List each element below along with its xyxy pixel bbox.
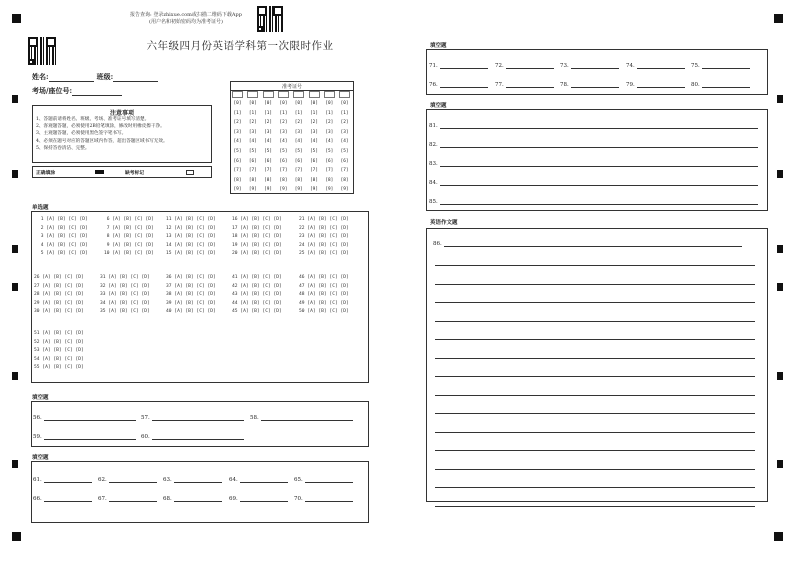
- fill-box-61-70: [31, 461, 369, 523]
- q-number: 86.: [433, 241, 442, 247]
- class-blank: [113, 75, 158, 82]
- essay-writing-line[interactable]: [435, 358, 755, 359]
- exam-number-bubble[interactable]: [5]: [294, 148, 303, 154]
- q-number: 76.: [429, 82, 438, 88]
- exam-number-bubble[interactable]: [5]: [279, 148, 288, 154]
- exam-number-bubble[interactable]: [3]: [325, 129, 334, 135]
- student-qr-code: [28, 37, 56, 65]
- q-number: 71.: [429, 63, 438, 69]
- exam-number-bubble[interactable]: [2]: [248, 120, 257, 126]
- fill-example-box: [32, 166, 212, 178]
- registration-mark-top-right: [774, 14, 783, 23]
- q-number: 68.: [163, 496, 172, 502]
- q-number: 77.: [495, 82, 504, 88]
- exam-number-bubble[interactable]: [8]: [310, 177, 318, 183]
- exam-number-bubble[interactable]: [9]: [310, 187, 318, 193]
- exam-number-bubble[interactable]: [5]: [325, 148, 334, 154]
- mc-group[interactable]: 51 [A] [B] [C] [D] 52 [A] [B] [C] [D] 53 [A] [B] [C] [D] 54 [A] [B] [C] [D] 55 [A] [B] [C] [D]: [34, 331, 84, 370]
- q-number: 80.: [691, 82, 700, 88]
- exam-number-bubble[interactable]: [9]: [340, 187, 349, 193]
- answer-73[interactable]: [560, 62, 619, 69]
- q-number: 62.: [98, 477, 107, 483]
- answer-line: [637, 62, 685, 69]
- answer-line: [44, 433, 136, 440]
- mc-group[interactable]: 46 [A] [B] [C] [D] 47 [A] [B] [C] [D] 48 [A] [B] [C] [D] 49 [A] [B] [C] [D] 50 [A] [B] [C] [D]: [299, 275, 349, 314]
- timing-mark: [777, 245, 783, 253]
- answer-line: [44, 495, 92, 502]
- exam-number-bubble[interactable]: [2]: [310, 120, 318, 126]
- q-number: 56.: [33, 415, 42, 421]
- absent-mark-checkbox[interactable]: [186, 170, 194, 175]
- answer-line: [109, 495, 157, 502]
- exam-number-bubble[interactable]: [3]: [310, 129, 318, 135]
- essay-writing-line[interactable]: [435, 432, 755, 433]
- answer-line: [174, 476, 222, 483]
- name-label: 姓名:: [32, 72, 49, 81]
- answer-61[interactable]: [33, 476, 92, 483]
- answer-72[interactable]: [495, 62, 554, 69]
- answer-line: [506, 62, 554, 69]
- essay-writing-line[interactable]: [435, 413, 755, 414]
- exam-number-write-cell[interactable]: [278, 91, 289, 98]
- fill-box-71-80: [426, 49, 768, 95]
- exam-number-write-cell[interactable]: [324, 91, 335, 98]
- q-number: 81.: [429, 123, 438, 129]
- correct-fill-label: 正确填涂: [36, 170, 56, 176]
- exam-number-bubble[interactable]: [8]: [325, 177, 334, 183]
- answer-line: [440, 160, 758, 167]
- exam-number-bubble[interactable]: [0]: [248, 101, 257, 106]
- exam-number-bubble[interactable]: [8]: [248, 177, 257, 183]
- exam-number-bubble[interactable]: [7]: [310, 168, 318, 174]
- timing-mark: [12, 245, 18, 253]
- mc-group[interactable]: 1 [A] [B] [C] [D] 2 [A] [B] [C] [D] 3 [A] [B] [C] [D] 4 [A] [B] [C] [D] 5 [A] [B] [C] [D]: [40, 217, 88, 256]
- exam-number-write-cell[interactable]: [263, 91, 274, 98]
- q-number: 85.: [429, 199, 438, 205]
- answer-82[interactable]: [429, 141, 758, 148]
- page-title: 六年级四月份英语学科第一次限时作业: [146, 40, 334, 52]
- exam-number-bubble[interactable]: [1]: [325, 110, 334, 116]
- registration-mark-top-left: [12, 14, 21, 23]
- exam-number-bubble[interactable]: [5]: [340, 148, 349, 154]
- exam-number-box: [230, 81, 354, 194]
- exam-number-bubble[interactable]: [9]: [233, 187, 242, 193]
- q-number: 65.: [294, 477, 303, 483]
- answer-line: [440, 198, 758, 205]
- exam-number-bubble[interactable]: [5]: [264, 148, 273, 154]
- answer-line: [305, 495, 353, 502]
- exam-number-write-cell[interactable]: [339, 91, 350, 98]
- answer-71[interactable]: [429, 62, 488, 69]
- answer-77[interactable]: [495, 81, 554, 88]
- exam-number-bubble[interactable]: [6]: [294, 158, 303, 164]
- exam-number-bubble[interactable]: [6]: [248, 158, 257, 164]
- exam-number-bubble[interactable]: [9]: [325, 187, 334, 193]
- exam-number-bubble[interactable]: [4]: [248, 139, 257, 145]
- exam-number-bubble[interactable]: [6]: [264, 158, 273, 164]
- exam-number-bubble[interactable]: [2]: [233, 120, 242, 126]
- exam-number-bubble[interactable]: [7]: [294, 168, 303, 174]
- q-number: 58.: [250, 415, 259, 421]
- single-choice-box: [31, 211, 369, 383]
- answer-line: [702, 62, 750, 69]
- answer-line: [702, 81, 750, 88]
- exam-number-bubble[interactable]: [8]: [264, 177, 273, 183]
- exam-number-bubble[interactable]: [8]: [340, 177, 349, 183]
- q-number: 70.: [294, 496, 303, 502]
- exam-number-bubble[interactable]: [1]: [279, 110, 288, 116]
- exam-number-bubble[interactable]: [4]: [233, 139, 242, 145]
- exam-number-bubble[interactable]: [2]: [264, 120, 273, 126]
- answer-line: [240, 495, 288, 502]
- answer-66[interactable]: [33, 495, 92, 502]
- exam-number-bubble-column[interactable]: [247, 99, 258, 195]
- fill-section-title: 填空题: [32, 395, 49, 401]
- answer-line: [440, 122, 758, 129]
- notice-item: 3、主观题答题，必须使用黑色签字笔书写。: [36, 131, 127, 137]
- q-number: 63.: [163, 477, 172, 483]
- exam-number-bubble[interactable]: [0]: [340, 101, 349, 106]
- answer-58[interactable]: [250, 414, 353, 421]
- download-qr-code: [257, 6, 283, 32]
- timing-mark: [12, 460, 18, 468]
- notice-list: [36, 116, 168, 152]
- timing-mark: [777, 283, 783, 291]
- answer-84[interactable]: [429, 179, 758, 186]
- exam-number-bubble[interactable]: [9]: [264, 187, 273, 193]
- essay-writing-line[interactable]: [435, 302, 755, 303]
- answer-74[interactable]: [626, 62, 685, 69]
- exam-number-bubble[interactable]: [3]: [233, 129, 242, 135]
- mc-group[interactable]: 36 [A] [B] [C] [D] 37 [A] [B] [C] [D] 38 [A] [B] [C] [D] 39 [A] [B] [C] [D] 40 [A] [B] [C] [D]: [166, 275, 216, 314]
- answer-56[interactable]: [33, 414, 136, 421]
- mc-group[interactable]: 16 [A] [B] [C] [D] 17 [A] [B] [C] [D] 18 [A] [B] [C] [D] 19 [A] [B] [C] [D] 20 [A] [B] [C] [D]: [232, 217, 282, 256]
- exam-number-bubble[interactable]: [0]: [233, 101, 242, 106]
- answer-line: [305, 476, 353, 483]
- answer-line: [440, 81, 488, 88]
- q-number: 59.: [33, 434, 42, 440]
- q-number: 82.: [429, 142, 438, 148]
- exam-number-bubble[interactable]: [3]: [264, 129, 273, 135]
- answer-78[interactable]: [560, 81, 619, 88]
- timing-mark: [777, 460, 783, 468]
- answer-57[interactable]: [141, 414, 244, 421]
- exam-number-bubble[interactable]: [6]: [325, 158, 334, 164]
- answer-line: [152, 414, 244, 421]
- answer-line: [240, 476, 288, 483]
- timing-mark: [12, 283, 18, 291]
- answer-line: [440, 179, 758, 186]
- answer-70[interactable]: [294, 495, 353, 502]
- answer-line: [261, 414, 353, 421]
- exam-number-bubble[interactable]: [1]: [248, 110, 257, 116]
- exam-number-bubble[interactable]: [8]: [279, 177, 288, 183]
- notice-item: 2、客观题答题，必须使用2B铅笔填涂，修改时用橡皮擦干净。: [36, 124, 165, 130]
- exam-number-bubble[interactable]: [4]: [310, 139, 318, 145]
- seat-label: 考场/座位号:: [32, 86, 73, 95]
- timing-mark: [777, 95, 783, 103]
- exam-number-bubble[interactable]: [1]: [233, 110, 242, 116]
- exam-number-bubble[interactable]: [0]: [310, 101, 318, 106]
- mc-group[interactable]: 41 [A] [B] [C] [D] 42 [A] [B] [C] [D] 43 [A] [B] [C] [D] 44 [A] [B] [C] [D] 45 [A] [B] [C] [D]: [232, 275, 282, 314]
- exam-number-bubble[interactable]: [0]: [264, 101, 273, 106]
- exam-number-bubble[interactable]: [3]: [340, 129, 349, 135]
- exam-number-write-cell[interactable]: [293, 91, 304, 98]
- essay-box[interactable]: [426, 228, 768, 502]
- fill-box-81-85: [426, 109, 768, 211]
- q-number: 64.: [229, 477, 238, 483]
- notice-item: 5、保持答卷清洁、完整。: [36, 145, 90, 151]
- exam-number-bubble[interactable]: [5]: [248, 148, 257, 154]
- exam-number-bubble[interactable]: [1]: [340, 110, 349, 116]
- q-number: 78.: [560, 82, 569, 88]
- q-number: 84.: [429, 180, 438, 186]
- answer-69[interactable]: [229, 495, 288, 502]
- exam-number-bubble[interactable]: [5]: [233, 148, 242, 154]
- exam-number-bubble[interactable]: [5]: [310, 148, 318, 154]
- q-number: 74.: [626, 63, 635, 69]
- exam-number-bubble[interactable]: [3]: [248, 129, 257, 135]
- exam-number-bubble[interactable]: [4]: [294, 139, 303, 145]
- fill-section-title: 填空题: [430, 43, 447, 49]
- single-choice-title: 单选题: [32, 205, 49, 211]
- fill-section-title: 填空题: [32, 455, 49, 461]
- q-number: 61.: [33, 477, 42, 483]
- exam-number-bubble[interactable]: [1]: [310, 110, 318, 116]
- answer-62[interactable]: [98, 476, 157, 483]
- name-blank: [49, 75, 94, 82]
- exam-number-bubble-column[interactable]: [293, 99, 304, 195]
- exam-number-bubble[interactable]: [0]: [325, 101, 334, 106]
- exam-number-bubble-column[interactable]: [278, 99, 289, 195]
- mc-group[interactable]: 31 [A] [B] [C] [D] 32 [A] [B] [C] [D] 33 [A] [B] [C] [D] 34 [A] [B] [C] [D] 35 [A] [B] [C] [D]: [100, 275, 150, 314]
- exam-number-bubble-column[interactable]: [339, 99, 350, 195]
- timing-mark: [777, 170, 783, 178]
- q-number: 79.: [626, 82, 635, 88]
- mc-group[interactable]: 21 [A] [B] [C] [D] 22 [A] [B] [C] [D] 23 [A] [B] [C] [D] 24 [A] [B] [C] [D] 25 [A] [B] [C] [D]: [299, 217, 349, 256]
- mc-group[interactable]: 6 [A] [B] [C] [D] 7 [A] [B] [C] [D] 8 [A] [B] [C] [D] 9 [A] [B] [C] [D] 10 [A] [B] [C] [D]: [104, 217, 154, 256]
- answer-63[interactable]: [163, 476, 222, 483]
- exam-number-bubble[interactable]: [7]: [248, 168, 257, 174]
- exam-number-bubble[interactable]: [3]: [294, 129, 303, 135]
- q-number: 73.: [560, 63, 569, 69]
- answer-line: [44, 414, 136, 421]
- exam-number-bubble[interactable]: [6]: [310, 158, 318, 164]
- essay-writing-line[interactable]: [435, 450, 755, 451]
- q-number: 72.: [495, 63, 504, 69]
- timing-mark: [12, 170, 18, 178]
- notice-item: 4、必须在题号对应的答题区域内作答，超出答题区域书写无效。: [36, 138, 168, 144]
- exam-number-bubble[interactable]: [8]: [233, 177, 242, 183]
- exam-number-bubble[interactable]: [3]: [279, 129, 288, 135]
- essay-writing-line[interactable]: [435, 339, 755, 340]
- fill-box-56-60: [31, 401, 369, 447]
- exam-number-bubble[interactable]: [9]: [279, 187, 288, 193]
- answer-59[interactable]: [33, 433, 136, 440]
- exam-number-bubble[interactable]: [7]: [340, 168, 349, 174]
- exam-number-write-cell[interactable]: [247, 91, 258, 98]
- class-label: 班级:: [96, 72, 114, 81]
- essay-writing-line[interactable]: [435, 284, 755, 285]
- answer-65[interactable]: [294, 476, 353, 483]
- q-number: 57.: [141, 415, 150, 421]
- login-note: (用户名和初始密码均为准考证号): [149, 19, 223, 25]
- answer-line: [444, 240, 742, 247]
- answer-line: [440, 141, 758, 148]
- exam-number-bubble-column[interactable]: [324, 99, 335, 195]
- notice-title: 注意事项: [109, 110, 134, 117]
- absent-mark-label: 缺考标记: [125, 170, 145, 176]
- timing-mark: [12, 95, 18, 103]
- answer-line: [440, 62, 488, 69]
- timing-mark: [12, 372, 18, 380]
- exam-number-bubble[interactable]: [1]: [294, 110, 303, 116]
- answer-line: [506, 81, 554, 88]
- exam-number-bubble[interactable]: [6]: [340, 158, 349, 164]
- answer-line: [637, 81, 685, 88]
- exam-number-bubble[interactable]: [2]: [279, 120, 288, 126]
- exam-number-bubble[interactable]: [1]: [264, 110, 273, 116]
- essay-writing-line[interactable]: [435, 469, 755, 470]
- essay-section-title: 英语作文题: [430, 220, 458, 226]
- exam-number-bubble-column[interactable]: [232, 99, 243, 195]
- q-number: 66.: [33, 496, 42, 502]
- essay-writing-line[interactable]: [435, 506, 755, 507]
- answer-64[interactable]: [229, 476, 288, 483]
- exam-number-bubble[interactable]: [0]: [294, 101, 303, 106]
- answer-75[interactable]: [691, 62, 750, 69]
- essay-writing-line[interactable]: [435, 321, 755, 322]
- seat-field[interactable]: [32, 86, 122, 96]
- exam-number-bubble[interactable]: [7]: [264, 168, 273, 174]
- fill-section-title: 填空题: [430, 103, 447, 109]
- name-field[interactable]: [32, 72, 158, 82]
- q-number: 60.: [141, 434, 150, 440]
- answer-line: [152, 433, 244, 440]
- exam-number-bubble-column[interactable]: [263, 99, 274, 195]
- essay-writing-line[interactable]: [435, 395, 755, 396]
- essay-writing-line[interactable]: [435, 265, 755, 266]
- exam-number-bubble[interactable]: [9]: [294, 187, 303, 193]
- exam-number-bubble-column[interactable]: [309, 99, 320, 195]
- exam-number-bubble[interactable]: [7]: [279, 168, 288, 174]
- mc-group[interactable]: 11 [A] [B] [C] [D] 12 [A] [B] [C] [D] 13 [A] [B] [C] [D] 14 [A] [B] [C] [D] 15 [A] [B] [C] [D]: [166, 217, 216, 256]
- seat-blank: [72, 89, 122, 96]
- answer-line: [109, 476, 157, 483]
- registration-mark-bottom-right: [774, 532, 783, 541]
- essay-writing-line[interactable]: [435, 487, 755, 488]
- exam-number-write-cell[interactable]: [232, 91, 243, 98]
- exam-number-bubble[interactable]: [7]: [325, 168, 334, 174]
- exam-number-bubble[interactable]: [8]: [294, 177, 303, 183]
- mc-group[interactable]: 26 [A] [B] [C] [D] 27 [A] [B] [C] [D] 28 [A] [B] [C] [D] 29 [A] [B] [C] [D] 30 [A] [B] [C] [D]: [34, 275, 84, 314]
- answer-line: [571, 62, 619, 69]
- answer-76[interactable]: [429, 81, 488, 88]
- exam-number-write-cell[interactable]: [309, 91, 320, 98]
- answer-60[interactable]: [141, 433, 244, 440]
- exam-number-bubble[interactable]: [2]: [294, 120, 303, 126]
- answer-86[interactable]: [433, 240, 742, 247]
- answer-line: [44, 476, 92, 483]
- exam-number-bubble[interactable]: [4]: [340, 139, 349, 145]
- answer-line: [174, 495, 222, 502]
- registration-mark-bottom-left: [12, 532, 21, 541]
- exam-number-title: 准考证号: [231, 83, 353, 91]
- report-query-note: 报告查询: 登录zhixue.com或扫描二维码下载App: [130, 12, 242, 18]
- timing-mark: [777, 372, 783, 380]
- correct-fill-sample: [95, 170, 104, 174]
- exam-number-bubble[interactable]: [4]: [279, 139, 288, 145]
- exam-number-bubble[interactable]: [0]: [279, 101, 288, 106]
- answer-line: [571, 81, 619, 88]
- answer-67[interactable]: [98, 495, 157, 502]
- answer-80[interactable]: [691, 81, 750, 88]
- answer-68[interactable]: [163, 495, 222, 502]
- exam-number-bubble[interactable]: [2]: [340, 120, 349, 126]
- notice-item: 1、答题前请将姓名、班级、考场、准考证号填写清楚。: [36, 117, 150, 122]
- essay-writing-line[interactable]: [435, 376, 755, 377]
- q-number: 75.: [691, 63, 700, 69]
- answer-81[interactable]: [429, 122, 758, 129]
- answer-83[interactable]: [429, 160, 758, 167]
- exam-number-bubble[interactable]: [4]: [264, 139, 273, 145]
- exam-number-bubble[interactable]: [6]: [233, 158, 242, 164]
- q-number: 83.: [429, 161, 438, 167]
- exam-number-bubble[interactable]: [9]: [248, 187, 257, 193]
- notice-box: [32, 105, 212, 163]
- exam-number-bubble[interactable]: [6]: [279, 158, 288, 164]
- q-number: 67.: [98, 496, 107, 502]
- answer-79[interactable]: [626, 81, 685, 88]
- exam-number-bubble[interactable]: [2]: [325, 120, 334, 126]
- answer-85[interactable]: [429, 198, 758, 205]
- q-number: 69.: [229, 496, 238, 502]
- exam-number-bubble[interactable]: [4]: [325, 139, 334, 145]
- exam-number-bubble[interactable]: [7]: [233, 168, 242, 174]
